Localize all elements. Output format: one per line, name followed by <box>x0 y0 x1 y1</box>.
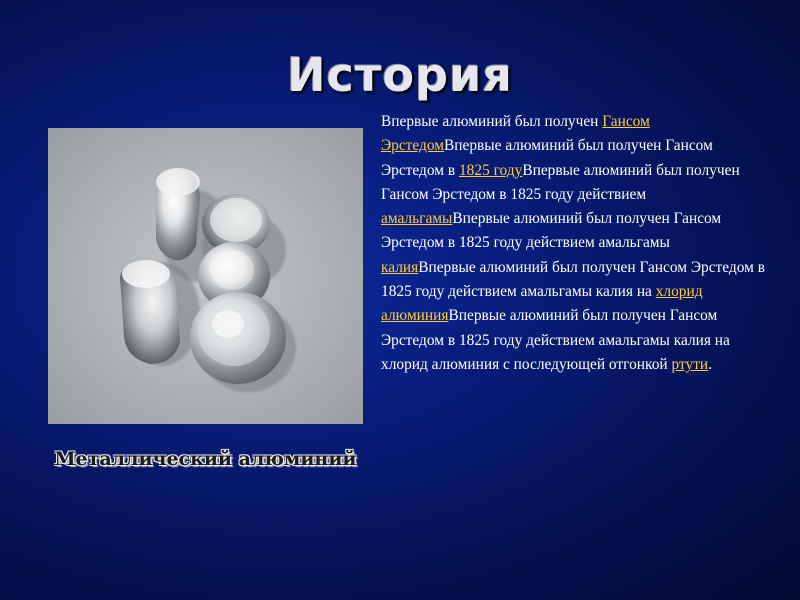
paragraph-text-run: Впервые алюминий был получен <box>381 113 603 130</box>
paragraph-text-run: Впервые алюминий был получен Гансом Эрстедом в 1825 году действием <box>381 161 740 203</box>
paragraph-text-run: Впервые алюминий был получен Гансом Эрстедом в <box>381 137 713 179</box>
link-mercury[interactable]: ртути <box>671 355 709 373</box>
paragraph-text-run: Впервые алюминий был получен Гансом Эрстедом в 1825 году действием амальгамы <box>381 210 722 252</box>
history-paragraph <box>381 110 765 377</box>
paragraph-text-run: Впервые алюминий был получен Гансом Эрстедом в 1825 году действием амальгамы калия на <box>381 258 765 301</box>
aluminium-photo <box>48 128 363 424</box>
link-potassium[interactable]: калия <box>381 258 419 276</box>
link-1825-year[interactable]: 1825 году <box>458 161 523 179</box>
link-aluminium-chloride[interactable]: хлорид алюминия <box>381 283 703 325</box>
aluminium-pellet-4 <box>120 260 180 364</box>
aluminium-pellet-5 <box>190 292 286 384</box>
link-amalgam[interactable]: амальгамы <box>381 210 453 228</box>
link-hans-oersted[interactable]: Гансом Эрстедом <box>381 113 650 155</box>
aluminium-pellet-1 <box>156 168 200 260</box>
slide-title: История <box>287 48 513 102</box>
paragraph-text-run: Впервые алюминий был получен Гансом Эрстедом в 1825 году действием амальгамы калия на хлорид алюминия с последующей отгонкой <box>381 307 730 373</box>
paragraph-text-run: . <box>708 355 713 373</box>
photo-caption: Металлический алюминий <box>54 448 357 470</box>
